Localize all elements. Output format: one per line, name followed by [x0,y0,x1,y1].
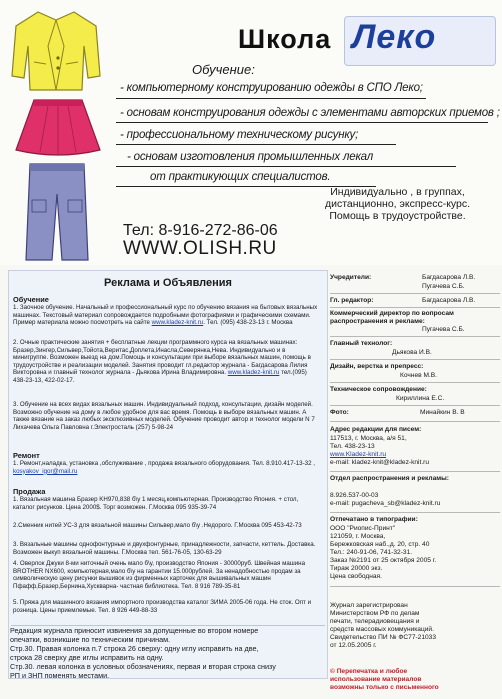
masthead-email[interactable]: e-mail: kladez-knit@kladez-knit.ru [330,459,430,466]
bullet-underline [116,98,426,99]
staff-role: Главный технолог: [330,340,393,347]
brand-logo: Леко [352,18,437,56]
jacket-illustration [8,6,104,92]
staff-role: Техническое сопровождение: [330,386,427,393]
training-bullet: - профессиональному техническому рисунку; [120,129,359,141]
classified-ad: 1. Вязальная машина Бразер KH970,838 б\у 1 месяц,компьютерная. Производство Япония. + стол, каталог рисунков. Цена 2000$. Торг возможен. Г.Москва 095 935-39-74 [13,496,299,511]
classified-ad: 3. Вязальные машины однофонтурные и двухфонтурные, принадлежности, запчасти, кеттель. Доставка. Возможен выкуп вязальной машины. Г.Москва тел. 561-76-05, 130-63-29 [13,541,316,556]
training-formats: Индивидуально , в группах, дистанционно, экспресс-курс. Помощь в трудоустройстве. [324,186,471,222]
ads-contacts: 8.926.537-00-03 e-mail: pugacheva_sb@kladez-knit.ru [330,492,500,508]
training-bullet: - компьютерному конструированию одежды в СПО Леко; [120,82,423,94]
staff-name: Багдасарова Л.В. [422,274,476,281]
trousers-illustration [22,160,92,264]
contact-phone: Тел: 8-916-272-86-06 [123,222,278,239]
print-title: Отпечатано в типографии: [330,516,418,523]
classified-ad: 5. Пряжа для машинного вязания импортного производства каталог ЗИМА 2005-06 года. Не сток. Опт и розница. Цены приемлемые. Тел. 8 926 449-88-33 [13,599,312,614]
print-info: ООО "Риопис-Принт" 121059, г. Москва, Бережковская наб.,д. 20, стр. 40 Тел.: 240-91-06, 741-32-31. Заказ №2191 от 25 октября 2005 г. Тираж 20000 экз. Цена свободная. [330,525,437,580]
school-title: Школа [238,24,332,54]
staff-name: Дьякова И.В. [392,349,432,356]
masthead-website-link[interactable]: www.Kladez-knit.ru [330,451,387,458]
bullet-underline [116,144,396,145]
staff-name: Пугачева С.Б. [422,326,465,333]
ad-link[interactable]: kosyakov_igor@mail.ru [13,467,78,475]
staff-name: Пугачева С.Б. [422,283,465,290]
classifieds-heading: Реклама и Объявления [104,277,232,289]
classified-ad: 1. Заочное обучение. Начальный и профессиональный курс по обучению вязания на бытовых вязальных машинах. Текстовый материал сопровождается подробными фотографиями и графическими схемами. Пример материала можно посмотреть на сайте www.kladez-knit.ru. Тел. (095) 438-23-13 г. Москва [13,304,318,327]
classified-ad: 2.Сменник нитей УС-3 для вязальной машины Сильвер,мало б\у .Недорого. Г.Москва 095 453-42-73 [13,522,302,529]
bullet-underline [116,122,488,123]
bullet-underline [116,166,456,167]
staff-role: Учредители: [330,274,372,281]
school-advertisement [0,0,502,265]
staff-name: Багдасарова Л.В. [422,297,476,304]
copyright-notice: © Перепечатка и любое использование материалов возможны только с письменного [330,668,439,691]
section-title-training: Обучение [13,295,49,304]
staff-name: Кочнев М.В. [400,372,437,379]
section-title-sale: Продажа [13,487,46,496]
classified-ad: 4. Оверлок Джуки 8-ми ниточный очень мало б\у, производство Япония - 30000руб. Швейная машина BROTHER NX600, компьютерная,мало б\у на гарантии 15.000рублей. За ненадобностью продам за символическую цену рисунки вышивок из фирменных карточек для вышивальных машин Пфафф,Бразер,Бернина,Хускварна- частная библиотека. Тел. 8 916 789-35-81 [13,560,306,590]
masthead-panel [330,270,500,699]
ad-link[interactable]: www.kladez-knit.ru [227,369,280,377]
classified-ad: 2. Очные практические занятия + бесплатные лекции программного курса на вязальных машинах: Бразер,Зингер,Сильвер,Тойота,Веритас,Доплета,Инасла,Северянка,Нева. Индивидуально и в минигруппе. Возможен выезд на дом.Помощь и консультации при выборе вязальных машин, помощь в трудоустройстве и реализации моделей. Занятия проводит гл.редактор журнала - Багдасарова Лилия Викторовна и главный технолог журнала - Дьякова Ирина Владимировна. www.kladez-knit.ru тел.(095) 438-23-13, 422-02-17. [13,339,311,384]
ads-title: Отдел распространения и рекламы: [330,475,449,482]
staff-role: Гл. редактор: [330,297,374,304]
classifieds-panel [8,270,328,679]
classified-ad: 1. Ремонт,наладка, установка ,обслуживание , продажа вязального оборудования. Тел. 8.910.417-13-32 , kosyakov_igor@mail.ru [13,460,315,475]
staff-name: Кириллина Е.С. [396,395,445,402]
staff-role: Дизайн, верстка и препресс: [330,363,424,370]
registration-info: Журнал зарегистрирован Министерством РФ по делам печати, телерадиовещания и средств массовых коммуникаций. Свидетельство ПИ № ФС77-21033 от 12.05.2005 г. [330,602,437,649]
staff-role: Коммерческий директор по вопросам распространения и рекламе: [330,310,454,325]
ads-email[interactable]: e-mail: pugacheva_sb@kladez-knit.ru [330,500,441,507]
training-bullet: - основам изготовления промышленных лекал [127,151,374,163]
training-bullet: - основам конструирования одежды с элементами авторских приемов ; [120,107,500,119]
address-block: 117513, г. Москва, а/я 51, Тел. 438-23-13 www.Kladez-knit.ru e-mail: kladez-knit@kladez-knit.ru [330,435,500,467]
skirt-illustration [12,96,104,158]
ad-link[interactable]: www.kladez-knit.ru [151,319,204,327]
website-link[interactable]: WWW.OLISH.RU [123,238,277,259]
staff-name: Минайкин В. В [420,409,465,416]
section-title-repair: Ремонт [13,451,40,460]
address-title: Адрес редакции для писем: [330,426,422,433]
classified-ad: 3. Обучение на всех видах вязальных машин. Индивидуальный подход, консультации, дизайн моделей. Возможно обучение на дому в любое удобное для вас время. Помощь в выборе вязальных машин. А также вязание на заказ любых эксклюзивных моделей. Обучение проводит автор и технолог модели N 7 Лихачева Ольга Павловна г.Электросталь (257) 5-98-24 [13,401,315,431]
training-bullet: от практикующих специалистов. [150,171,331,183]
training-heading: Обучение: [192,62,255,77]
staff-role: Фото: [330,409,349,416]
